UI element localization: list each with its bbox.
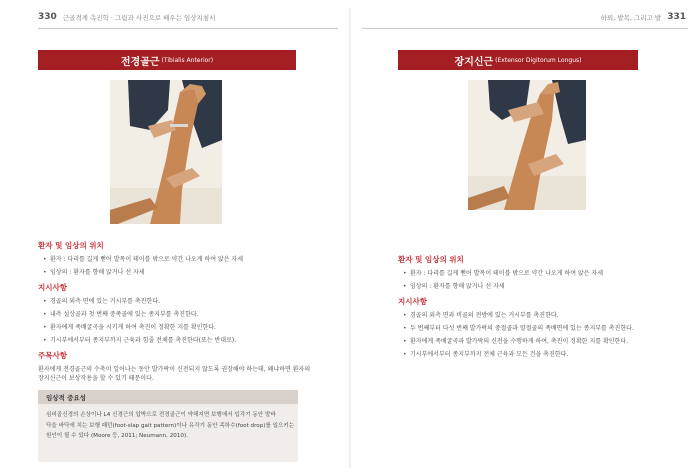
list-item: • 임상의 : 환자를 향해 앉거나 선 자세	[50, 268, 310, 278]
list-item: • 기시부에서부터 종지부까지 근육과 힘줄 전체를 촉진한다(또는 반대로).	[50, 336, 310, 346]
list-item: • 환자 : 다리를 길게 뻗어 발목이 테이블 밖으로 약간 나오게 하여 앉은 자세	[410, 269, 658, 279]
left-palpation-photo	[110, 80, 222, 224]
list-item: • 내측 설상골과 첫 번째 중족골에 있는 종지부를 촉진한다.	[50, 310, 310, 320]
list-item: • 환자 : 다리를 길게 뻗어 발목이 테이블 밖으로 약간 나오게 하여 앉은 자세	[50, 255, 310, 265]
paragraph-line: 환자에게 전경골근의 수축이 일어나는 동안 발가락이 신전되지 않도록 권장해야 하는데, 왜냐하면 환자의	[38, 365, 311, 373]
left-position-heading: 환자 및 임상의 위치	[38, 241, 104, 250]
right-instructions-heading: 지시사항	[398, 296, 427, 306]
right-instructions-list	[398, 311, 658, 360]
list-item: • 환자에게 족배굴곡과 발가락의 신전을 수행하게 하여, 촉진이 정확한 지를 확인한다.	[410, 337, 658, 347]
right-muscle-title	[398, 50, 638, 70]
paragraph-line: 장지신근이 보상작용을 할 수 있기 때문이다.	[38, 375, 154, 383]
left-notes-heading: 주목사항	[38, 350, 67, 360]
right-header-rule	[362, 28, 688, 29]
list-item: • 경골의 외측 면과 비골의 전방에 있는 거시부를 촉진한다.	[410, 311, 658, 321]
right-title-english: (Extensor Digitorum Longus)	[495, 56, 582, 64]
right-page	[350, 0, 700, 474]
list-item: • 환자에게 족배굴곡을 시키게 하여 촉진이 정확한 지를 확인한다.	[50, 323, 310, 333]
right-palpation-photo	[468, 80, 586, 210]
right-content	[398, 250, 658, 363]
left-running-head-text: 근골격계 촉진학 · 그림과 사진으로 배우는 임상지침서	[62, 13, 216, 22]
left-muscle-title	[38, 50, 296, 70]
clinical-significance-heading: 임상적 중요성	[38, 390, 298, 404]
right-title-korean: 장지신근	[454, 56, 494, 68]
left-instructions-heading: 지시사항	[38, 282, 67, 292]
right-position-heading: 환자 및 임상의 위치	[398, 255, 464, 264]
list-item: • 임상의 : 환자를 향해 앉거나 선 자세	[410, 282, 658, 292]
left-page-number: 330	[38, 12, 57, 22]
left-running-header	[38, 8, 215, 26]
left-instructions-list	[38, 297, 310, 346]
left-notes-paragraph	[38, 365, 310, 384]
extensor-digitorum-photo-illustration	[468, 80, 586, 210]
right-running-header	[601, 8, 686, 26]
clinical-line: 원인이 될 수 있다 (Moore 등, 2011; Neumann, 2010).	[46, 433, 188, 440]
left-header-rule	[38, 28, 338, 29]
clinical-line: 심비골신경의 손상이나 L4 신경근의 압박으로 전경골근이 약해지면 보행에서 입각기 동안 발바	[46, 412, 276, 418]
left-title-korean: 전경골근	[120, 56, 160, 68]
left-content	[38, 236, 310, 387]
list-item: • 두 번째부터 다섯 번째 발가락의 중절골과 말절골의 족배면에 있는 종지부를 촉진한다.	[410, 324, 658, 334]
right-page-number: 331	[667, 12, 686, 22]
clinical-significance-box	[38, 390, 298, 462]
clinical-line: 닥을 바닥에 치는 보행 패턴(foot-slap gait pattern)이나 유각기 동안 족하수(foot drop)를 일으키는	[46, 422, 295, 429]
left-position-list	[38, 255, 310, 278]
list-item: • 기시부에서부터 종지부까지 전체 근육과 모든 건을 촉진한다.	[410, 350, 658, 360]
left-title-english: (Tibialis Anterior)	[161, 56, 214, 64]
tibialis-anterior-photo-illustration	[110, 80, 222, 224]
right-position-list	[398, 269, 658, 292]
right-running-head-text: 하퇴, 발목, 그리고 발	[600, 13, 662, 22]
clinical-significance-text	[38, 404, 298, 448]
list-item: • 경골의 외측 면에 있는 거시부를 촉진한다.	[50, 297, 310, 307]
